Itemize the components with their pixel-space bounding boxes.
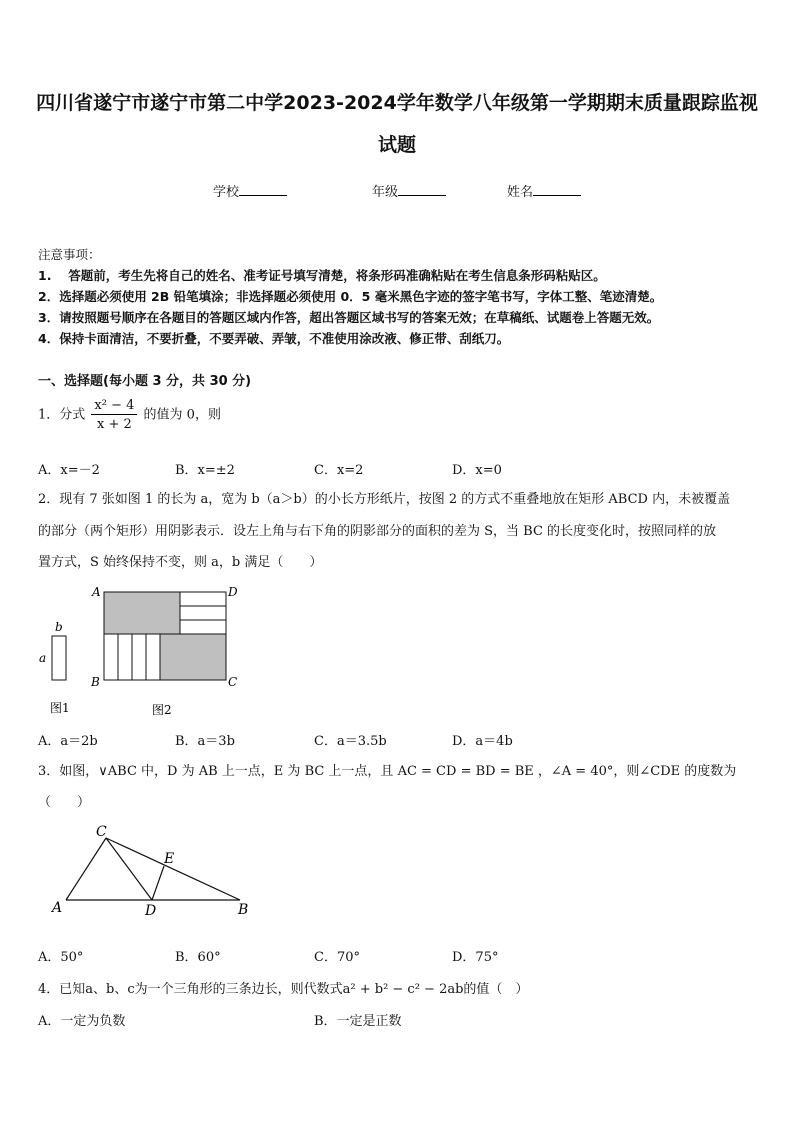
q1-suffix: 的值为 0，则 [143,407,221,423]
notice-item-3: 3．请按照题号顺序在各题目的答题区域内作答，超出答题区域书写的答案无效；在草稿纸、试题卷上答题无效。 [38,310,660,325]
grade-blank[interactable] [398,183,446,196]
name-field[interactable] [507,181,581,200]
q3-option-b[interactable]: B．60° [175,950,221,965]
q3-label-A: A [52,900,63,916]
q2-option-c[interactable]: C．a＝3.5b [314,734,387,749]
q1-option-b[interactable]: B．x=±2 [175,463,235,478]
q2-line-2: 的部分（两个矩形）用阴影表示．设左上角与右下角的阴影部分的面积的差为 S，当 BC 的长度变化时，按照同样的放 [38,524,717,539]
q3-line-2: （ ） [38,795,91,810]
name-blank[interactable] [533,183,581,196]
q3-option-c[interactable]: C．70° [314,950,360,965]
q1-option-a[interactable]: A．x=－2 [38,463,100,478]
fig2-caption: 图2 [152,703,172,717]
q3-option-a[interactable]: A．50° [38,950,84,965]
q4-option-a[interactable]: A．一定为负数 [38,1014,126,1029]
grade-field[interactable] [372,181,446,200]
fig2-shade-bottom-right [160,634,226,680]
q2-figure [30,580,250,720]
q3-line-1: 3．如图，∨ABC 中，D 为 AB 上一点，E 为 BC 上一点，且 AC = CD = BD = BE ，∠A = 40°，则∠CDE 的度数为 [38,764,737,779]
section-choice-heading: 一、选择题(每小题 3 分，共 30 分) [38,374,252,389]
q2-option-d[interactable]: D．a＝4b [452,734,513,749]
notice-item-2: 2．选择题必须使用 2B 铅笔填涂；非选择题必须使用 0．5 毫米黑色字迹的签字笔书写，字体工整、笔迹清楚。 [38,289,663,304]
fig2-label-B: B [91,675,100,689]
q2-option-a[interactable]: A．a＝2b [38,734,98,749]
q3-label-E: E [164,851,175,867]
q1-option-d[interactable]: D．x=0 [452,463,502,478]
q3-option-d[interactable]: D．75° [452,950,499,965]
school-field[interactable] [213,181,287,200]
fig2-label-D: D [228,585,238,599]
q2-option-b[interactable]: B．a＝3b [175,734,235,749]
school-blank[interactable] [239,183,287,196]
fig2-shade-top-left [104,592,180,634]
fig1-caption: 图1 [50,701,70,715]
q4-option-b[interactable]: B．一定是正数 [314,1014,402,1029]
fig1-strip [52,636,66,680]
notice-heading: 注意事项： [38,247,101,262]
q3-label-B: B [238,902,249,918]
q2-line-3: 置方式，S 始终保持不变，则 a，b 满足（ ） [38,555,323,570]
q1-prefix: 1．分式 [38,407,86,423]
fig1-label-a: a [39,651,47,665]
notice-item-1: 1. 答题前，考生先将自己的姓名、准考证号填写清楚，将条形码准确粘贴在考生信息条形码粘贴区。 [38,268,606,283]
name-label: 姓名 [507,185,534,200]
exam-title-line2: 试题 [377,134,416,156]
q3-label-C: C [96,824,107,840]
q1-option-c[interactable]: C．x=2 [314,463,364,478]
notice-item-4: 4．保持卡面清洁，不要折叠，不要弄破、弄皱，不准使用涂改液、修正带、刮纸刀。 [38,331,510,346]
grade-label: 年级 [372,185,399,200]
q3-triangle-figure [40,818,270,928]
exam-title-line1: 四川省遂宁市遂宁市第二中学2023-2024学年数学八年级第一学期期末质量跟踪监视 [36,92,758,114]
school-label: 学校 [213,185,240,200]
fig2-label-A: A [92,585,101,599]
fig2-label-C: C [228,675,238,689]
q1-numerator: x² − 4 [91,398,137,415]
q2-line-1: 2．现有 7 张如图 1 的长为 a，宽为 b（a＞b）的小长方形纸片，按图 2 的方式不重叠地放在矩形 ABCD 内，未被覆盖 [38,492,731,507]
q1-denominator: x + 2 [97,417,132,432]
q4-text: 4．已知a、b、c为一个三角形的三条边长，则代数式a² + b² − c² − 2ab的值（ ） [38,982,529,997]
q1-fraction [91,398,137,432]
q3-label-D: D [145,903,157,919]
fig1-label-b: b [55,620,63,634]
question-1 [38,398,221,432]
